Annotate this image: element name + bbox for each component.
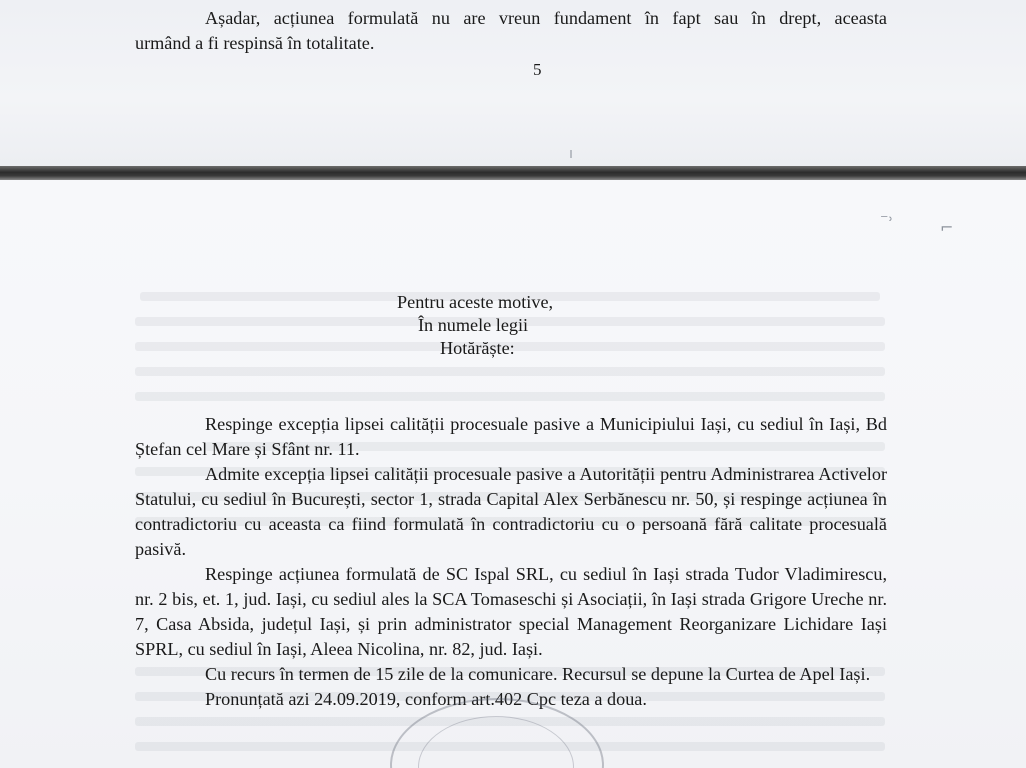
previous-page-fragment <box>0 0 1026 166</box>
decision-paragraph-5: Pronunțată azi 24.09.2019, conform art.402 Cpc teza a doua. <box>205 689 647 709</box>
decision-paragraph-3: Respinge acțiunea formulată de SC Ispal SRL, cu sediul în Iași strada Tudor Vladimirescu, nr. 2 bis, et. 1, jud. Iași, cu sediul ales la SCA Tomaseschi și Asociații, în Iași strada Grigore Ureche nr. 7, Casa Absida, județul Iași, și prin administrator special Management Reorganizare Lichidare Iași SPRL, cu sediul în Iași, Aleea Nicolina, nr. 82, jud. Iași. <box>135 564 887 659</box>
decision-body <box>135 412 887 712</box>
decision-paragraph-4: Cu recurs în termen de 15 zile de la comunicare. Recursul se depune la Curtea de Apel Iași. <box>205 664 871 684</box>
decision-paragraph-2: Admite excepția lipsei calității procesuale pasive a Autorității pentru Administrarea Activelor Statului, cu sediul în București, sector 1, strada Capital Alex Serbănescu nr. 50, și respinge acțiunea în contradictoriu cu aceasta ca fiind formulată în contradictoriu cu o persoană fără calitate procesuală pasivă. <box>135 464 887 559</box>
page-number: 5 <box>533 60 542 79</box>
bleed-through-line <box>135 367 885 376</box>
scan-mark-icon: ⌐ <box>940 218 954 237</box>
heading-in-the-name-of-law: În numele legii <box>418 315 529 335</box>
page-separator <box>0 166 1026 180</box>
heading-for-these-reasons: Pentru aceste motive, <box>397 292 554 312</box>
closing-paragraph-line-1: Așadar, acțiunea formulată nu are vreun fundament în fapt sau în drept, aceasta <box>205 8 887 28</box>
closing-paragraph <box>135 6 887 56</box>
closing-paragraph-line-2: urmând a fi respinsă în totalitate. <box>135 33 375 53</box>
heading-decides: Hotărăște: <box>440 338 515 358</box>
scan-mark-icon: ⁻˒ <box>880 210 894 229</box>
scan-speck <box>570 150 572 158</box>
decision-paragraph-1: Respinge excepția lipsei calității procesuale pasive a Municipiului Iași, cu sediul în Iași, Bd Ștefan cel Mare și Sfânt nr. 11. <box>135 414 887 459</box>
bleed-through-line <box>135 392 885 401</box>
